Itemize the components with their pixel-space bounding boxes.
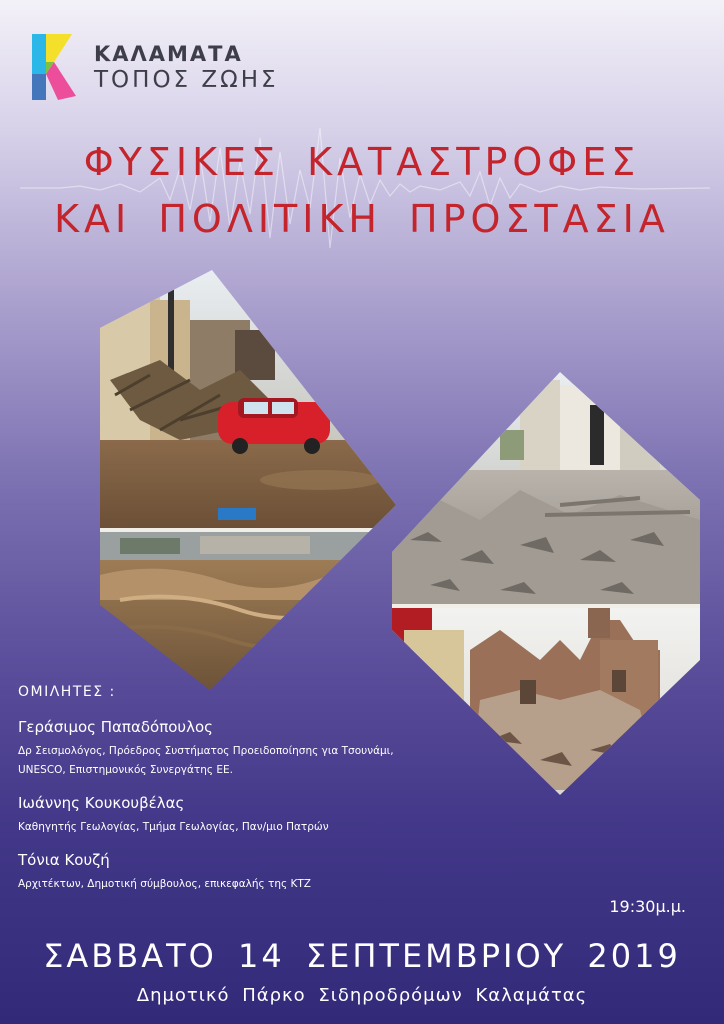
title-line-2: ΚΑΙ ΠΟΛΙΤΙΚΗ ΠΡΟΣΤΑΣΙΑ	[54, 197, 670, 241]
speaker-role: Καθηγητής Γεωλογίας, Τμήμα Γεωλογίας, Παν/μιο Πατρών	[18, 821, 329, 833]
speaker-role: Αρχιτέκτων, Δημοτική σύμβουλος, επικεφαλής της ΚΤΖ	[18, 878, 311, 890]
flood-street-photo	[100, 270, 396, 690]
event-date: ΣΑΒΒΑΤΟ 14 ΣΕΠΤΕΜΒΡΙΟΥ 2019	[43, 937, 681, 975]
brand-name: ΚΑΛΑΜΑΤΑ	[94, 42, 243, 66]
speakers-section	[18, 684, 518, 908]
brand-slogan: ΤΟΠΟΣ ΖΩΗΣ	[94, 67, 279, 93]
event-venue: Δημοτικό Πάρκο Σιδηροδρόμων Καλαμάτας	[136, 985, 588, 1006]
speaker-name: Γεράσιμος Παπαδόπουλος	[18, 718, 213, 736]
event-time: 19:30μ.μ.	[609, 897, 686, 916]
speaker-item	[18, 794, 518, 837]
speaker-item	[18, 718, 518, 780]
speaker-role: UNESCO, Επιστημονικός Συνεργάτης ΕΕ.	[18, 764, 234, 776]
speaker-name: Τόνια Κουζή	[18, 851, 110, 869]
title-line-1: ΦΥΣΙΚΕΣ ΚΑΤΑΣΤΡΟΦΕΣ	[83, 140, 641, 184]
speaker-name: Ιωάννης Κουκουβέλας	[18, 794, 185, 812]
speaker-role: Δρ Σεισμολόγος, Πρόεδρος Συστήματος Προειδοποίησης για Τσουνάμι,	[18, 745, 394, 757]
speakers-heading: ΟΜΙΛΗΤΕΣ :	[18, 684, 116, 700]
speaker-item	[18, 851, 518, 894]
